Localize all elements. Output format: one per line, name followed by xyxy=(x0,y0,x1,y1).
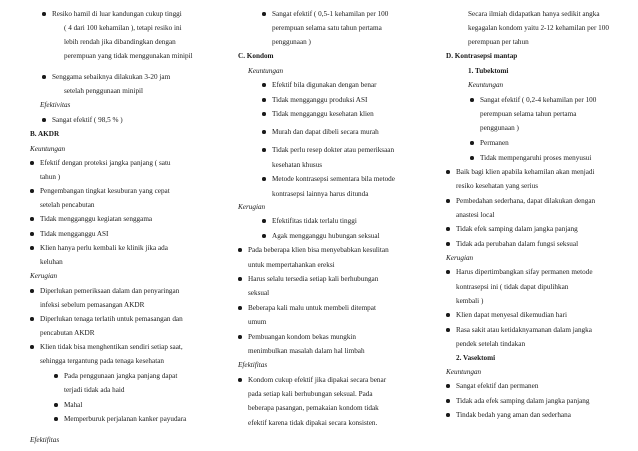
bullet-item: Murah dan dapat dibeli secara murah xyxy=(272,128,379,136)
bullet-item: Klien hanya perlu kembali ke klinik jika ada xyxy=(40,244,168,252)
bullet-item: Tidak perlu resep dokter atau pemeriksaan xyxy=(272,146,395,154)
subheading: Efektifitas xyxy=(238,361,268,369)
text-line: umum xyxy=(248,318,267,326)
bullet-item: Harus dipertimbangkan sifay permanen metode xyxy=(456,268,593,276)
bullet-item: Resiko hamil di luar kandungan cukup tinggi xyxy=(52,10,182,18)
text-line: kesehatan khusus xyxy=(272,161,323,169)
bullet-item: Pada penggunaan jangka panjang dapat xyxy=(64,372,178,380)
bullet-item: Senggama sebaiknya dilakukan 3-20 jam xyxy=(52,73,171,81)
bullet-item: Klien dapat menyesal dikemudian hari xyxy=(456,311,567,319)
text-line: lebih rendah jika dibandingkan dengan xyxy=(64,38,176,46)
text-line: setelah pencabutan xyxy=(40,201,95,209)
bullet-item: Tidak ada efek samping dalam jangka panjang xyxy=(456,397,590,405)
subheading: Keuntungan xyxy=(248,67,284,75)
text-line: Secara ilmiah didapatkan hanya sedikit angka xyxy=(468,10,600,18)
text-line: penggunaan ) xyxy=(272,38,311,46)
bullet-item: Kondom cukup efektif jika dipakai secara benar xyxy=(248,376,387,384)
bullet-item: Memperburuk perjalanan kanker payudara xyxy=(64,415,187,423)
text-line: efektif karena tidak dipakai secara konsisten. xyxy=(248,419,378,427)
section-heading: 2. Vasektomi xyxy=(456,354,496,362)
bullet-item: Permanen xyxy=(480,139,509,147)
subheading: Efektivitas xyxy=(40,101,71,109)
bullet-item: Harus selalu tersedia setiap kali berhubungan xyxy=(248,275,379,283)
text-line: seksual xyxy=(248,289,270,297)
text-line: pada setiap kali berhubungan seksual. Pada xyxy=(248,390,373,398)
text-line: beberapa pasangan, pemakaian kondom tidak xyxy=(248,404,379,412)
text-line: kontrasepsi ini ( tidak dapat dipulihkan xyxy=(456,283,569,291)
bullet-item: Tindak bedah yang aman dan sederhana xyxy=(456,411,571,419)
subheading: Keuntungan xyxy=(468,81,504,89)
bullet-item: Efektif bila digunakan dengan benar xyxy=(272,81,377,89)
bullet-item: Pembuangan kondom bekas mungkin xyxy=(248,333,356,341)
bullet-item: Pembedahan sederhana, dapat dilakukan dengan xyxy=(456,197,596,205)
text-line: ( 4 dari 100 kehamilan ), tetapi resiko ini xyxy=(64,24,182,32)
text-line: perempuan selama tahun pertama xyxy=(480,110,577,118)
subheading: Efektifitas xyxy=(30,436,60,444)
bullet-item: Efektif dengan proteksi jangka panjang ( satu xyxy=(40,159,171,167)
column-2 xyxy=(238,0,428,451)
section-heading: B. AKDR xyxy=(30,130,60,138)
subheading: Kerugian xyxy=(30,272,58,280)
section-heading: C. Kondom xyxy=(238,52,274,60)
bullet-item: Mahal xyxy=(64,401,83,409)
bullet-item: Sangat efektif ( 98,5 % ) xyxy=(52,116,123,124)
bullet-item: Diperlukan tenaga terlatih untuk pemasangan dan xyxy=(40,315,183,323)
bullet-item: Klien tidak bisa menghentikan sendiri setiap saat, xyxy=(40,343,183,351)
text-line: infeksi sebelum pemasangan AKDR xyxy=(40,301,145,309)
text-line: keluhan xyxy=(40,258,63,266)
bullet-item: Tidak mempengaruhi proses menyusui xyxy=(480,154,592,162)
text-line: kembali ) xyxy=(456,297,484,305)
text-line: perempuan yang tidak menggunakan minipil xyxy=(64,52,193,60)
text-line: terjadi tidak ada haid xyxy=(64,386,125,394)
bullet-item: Tidak mengganggu kegiatan senggama xyxy=(40,215,153,223)
text-line: menimbulkan masalah dalam hal limbah xyxy=(248,347,365,355)
bullet-item: Sangat efektif dan permanen xyxy=(456,382,539,390)
bullet-item: Rasa sakit atau ketidaknyamanan dalam jangka xyxy=(456,326,592,334)
bullet-item: Baik bagi klien apabila kehamilan akan menjadi xyxy=(456,168,595,176)
bullet-item: Tidak mengganggu produksi ASI xyxy=(272,96,368,104)
bullet-item: Tidak efek samping dalam jangka panjang xyxy=(456,225,578,233)
column-3 xyxy=(446,0,626,451)
bullet-item: Pengembangan tingkat kesuburan yang cepat xyxy=(40,187,170,195)
text-line: sehingga tergantung pada tenaga kesehatan xyxy=(40,357,165,365)
text-line: anastesi local xyxy=(456,211,495,219)
text-line: perempuan per tahun xyxy=(468,38,529,46)
column-1 xyxy=(30,0,222,451)
bullet-item: Agak mengganggu hubungan seksual xyxy=(272,232,380,240)
bullet-item: Tidak mengganggu ASI xyxy=(40,230,109,238)
text-line: tahun ) xyxy=(40,173,61,181)
bullet-item: Pada beberapa klien bisa menyebabkan kesulitan xyxy=(248,246,389,254)
subheading: Keuntungan xyxy=(446,368,482,376)
text-line: pencabutan AKDR xyxy=(40,329,95,337)
section-heading: D. Kontrasepsi mantap xyxy=(446,52,518,60)
text-line: untuk mempertahankan ereksi xyxy=(248,261,335,269)
bullet-item: Diperlukan pemeriksaan dalam dan penyaringan xyxy=(40,287,180,295)
subheading: Keuntungan xyxy=(30,145,66,153)
text-line: pendek setelah tindakan xyxy=(456,340,526,348)
text-line: setelah penggunaan minipil xyxy=(64,87,144,95)
bullet-item: Beberapa kali malu untuk membeli ditempat xyxy=(248,304,376,312)
bullet-item: Sangat efektif ( 0,5-1 kehamilan per 100 xyxy=(272,10,389,18)
bullet-item: Sangat efektif ( 0,2-4 kehamilan per 100 xyxy=(480,96,597,104)
subheading: Kerugian xyxy=(446,254,474,262)
bullet-item: Metode kontrasepsi sementara bila metode xyxy=(272,175,395,183)
text-line: penggunaan ) xyxy=(480,124,519,132)
bullet-item: Tidak ada perubahan dalam fungsi seksual xyxy=(456,240,579,248)
text-line: kegagalan kondom yaitu 2-12 kehamilan per 100 xyxy=(468,24,609,32)
bullet-item: Tidak mengganggu kesehatan klien xyxy=(272,110,374,118)
bullet-item: Efektifitas tidak terlalu tinggi xyxy=(272,217,357,225)
text-line: resiko kesehatan yang serius xyxy=(456,182,539,190)
text-line: kontrasepsi lainnya harus ditunda xyxy=(272,190,369,198)
section-heading: 1. Tubektomi xyxy=(468,67,509,75)
text-line: perempuan selama satu tahun pertama xyxy=(272,24,382,32)
subheading: Kerugian xyxy=(238,203,266,211)
